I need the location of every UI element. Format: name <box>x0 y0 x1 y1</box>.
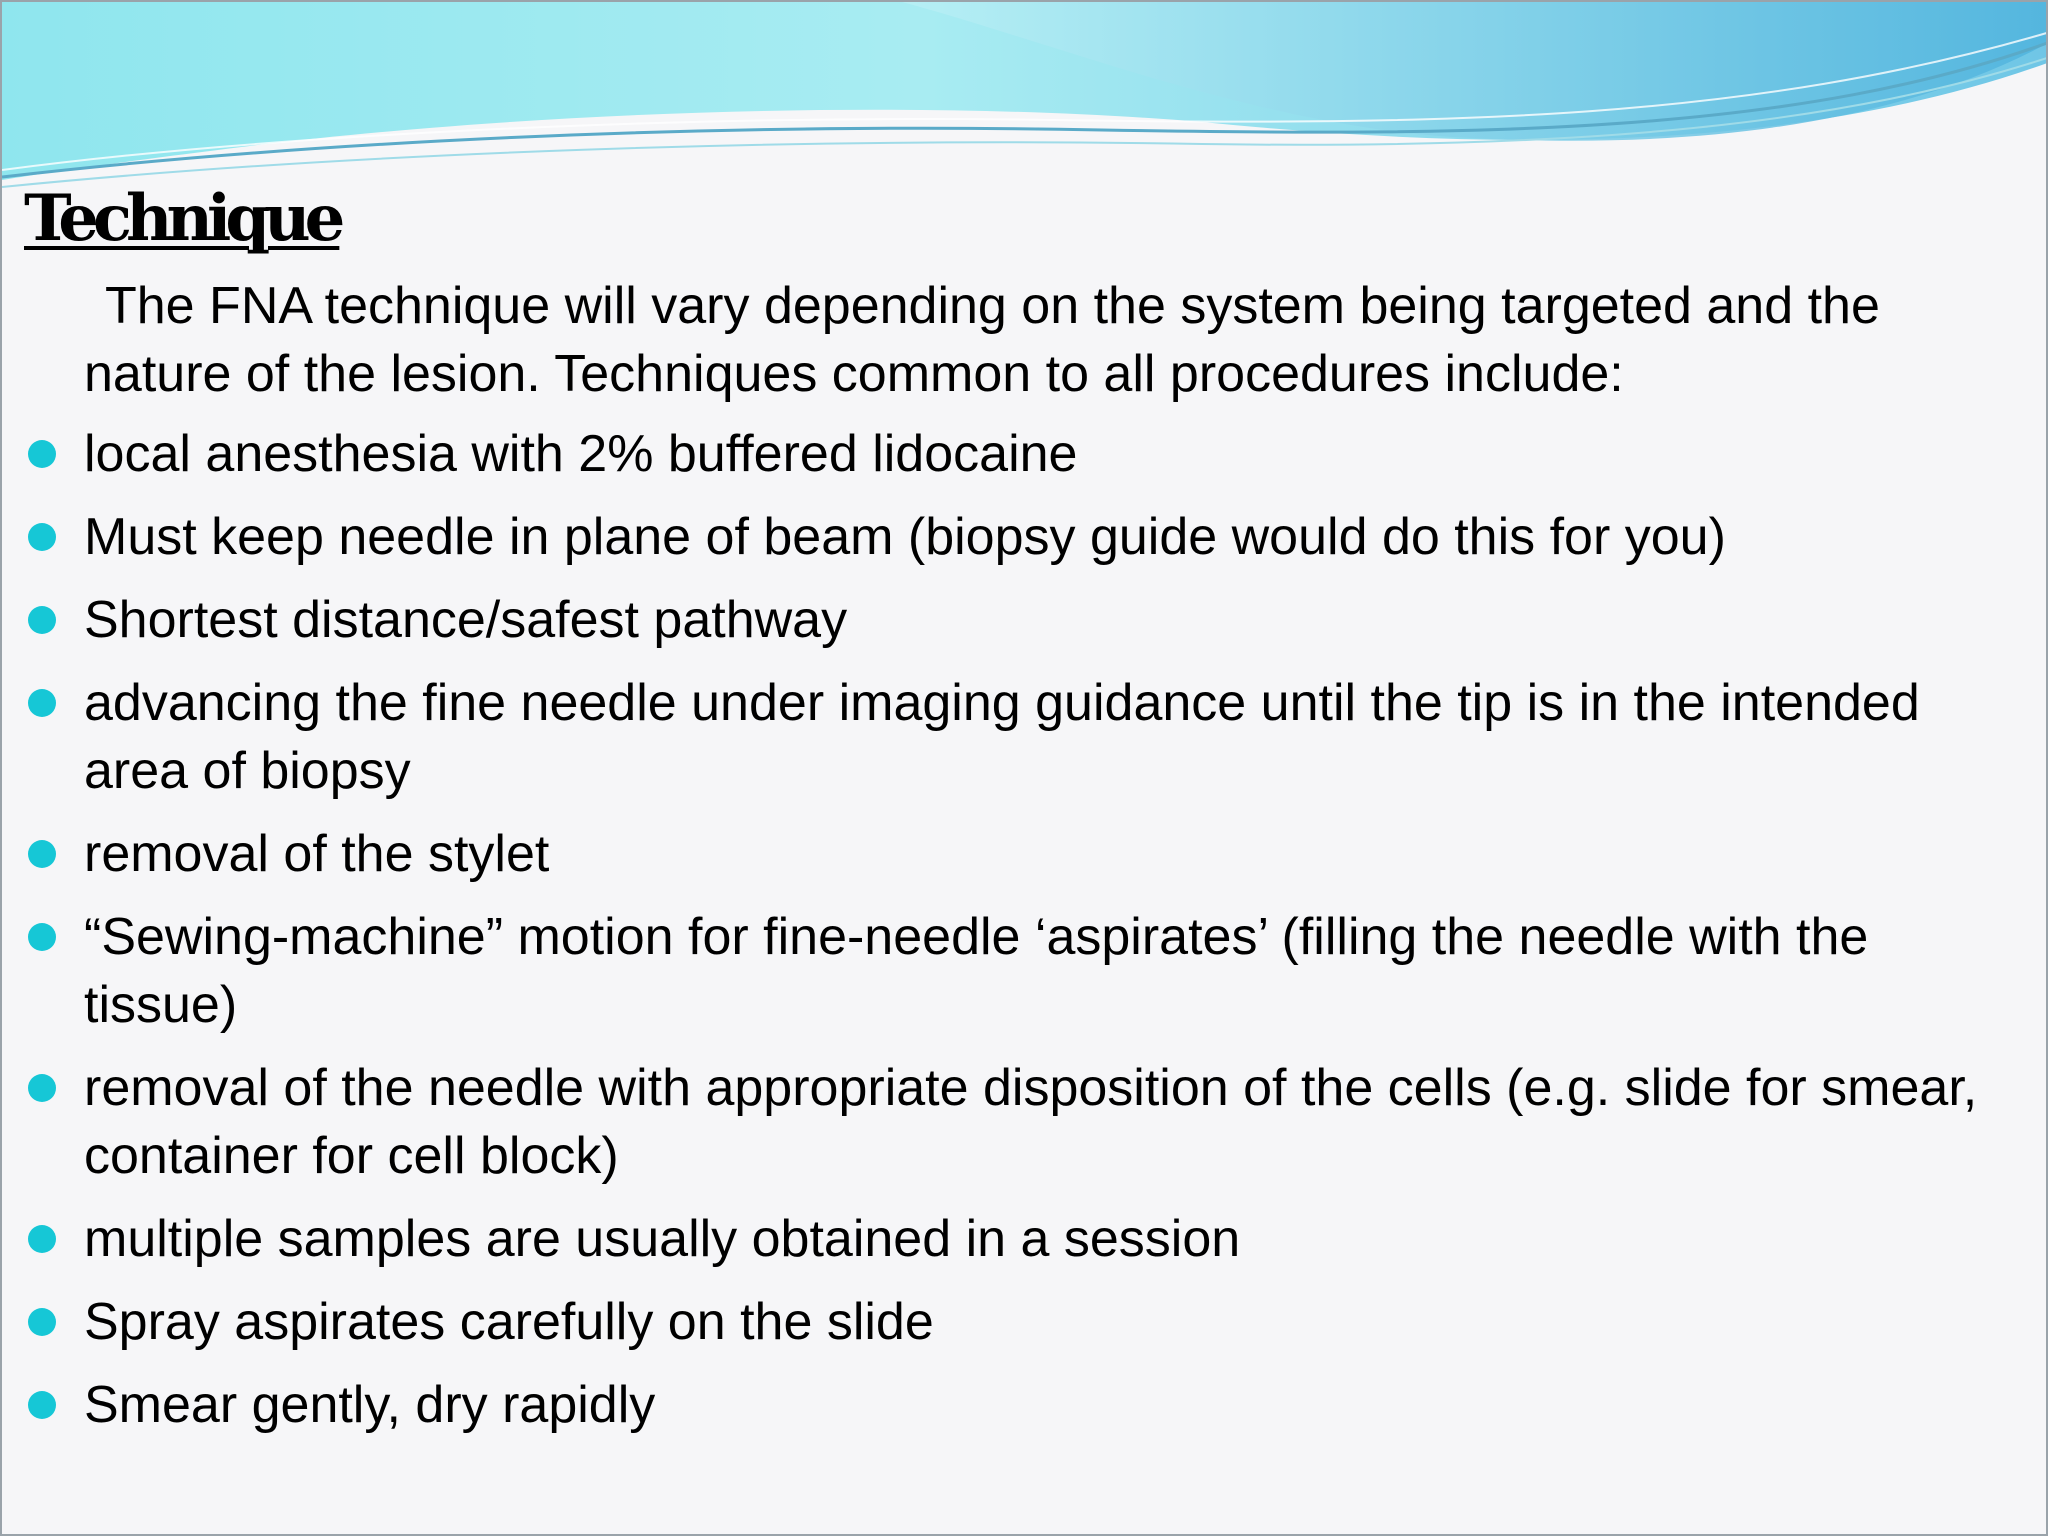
slide-content <box>2 272 2002 1454</box>
list-item <box>2 503 2002 571</box>
list-item <box>2 586 2002 654</box>
bullet-dot-icon <box>28 923 56 951</box>
bullet-text: advancing the fine needle under imaging guidance until the tip is in the intended area of biopsy <box>84 674 1920 800</box>
bullet-dot-icon <box>28 440 56 468</box>
bullet-text: local anesthesia with 2% buffered lidocaine <box>84 425 1078 483</box>
bullet-text: “Sewing-machine” motion for fine-needle ‘aspirates’ (filling the needle with the tissue) <box>84 908 1869 1034</box>
bullet-list <box>2 420 2002 1439</box>
bullet-dot-icon <box>28 689 56 717</box>
bullet-text: Smear gently, dry rapidly <box>84 1376 656 1434</box>
bullet-dot-icon <box>28 1391 56 1419</box>
bullet-text: Shortest distance/safest pathway <box>84 591 848 649</box>
bullet-text: Must keep needle in plane of beam (biopsy guide would do this for you) <box>84 508 1726 566</box>
list-item <box>2 820 2002 888</box>
bullet-text: removal of the stylet <box>84 825 550 883</box>
bullet-text: removal of the needle with appropriate disposition of the cells (e.g. slide for smear, container for cell block) <box>84 1059 1978 1185</box>
list-item <box>2 1371 2002 1439</box>
bullet-dot-icon <box>28 1308 56 1336</box>
intro-paragraph: The FNA technique will vary depending on the system being targeted and the nature of the lesion. Techniques common to all procedures include: <box>84 277 1880 403</box>
header-wave-decoration <box>2 2 2048 202</box>
list-item <box>2 1054 2002 1190</box>
list-item <box>2 420 2002 488</box>
list-item <box>2 903 2002 1039</box>
bullet-dot-icon <box>28 523 56 551</box>
bullet-dot-icon <box>28 840 56 868</box>
bullet-dot-icon <box>28 1074 56 1102</box>
list-item <box>2 1205 2002 1273</box>
list-item <box>2 669 2002 805</box>
bullet-text: multiple samples are usually obtained in a session <box>84 1210 1241 1268</box>
bullet-text: Spray aspirates carefully on the slide <box>84 1293 934 1351</box>
bullet-dot-icon <box>28 606 56 634</box>
slide-title: Technique <box>24 181 340 256</box>
bullet-dot-icon <box>28 1225 56 1253</box>
list-item <box>2 1288 2002 1356</box>
